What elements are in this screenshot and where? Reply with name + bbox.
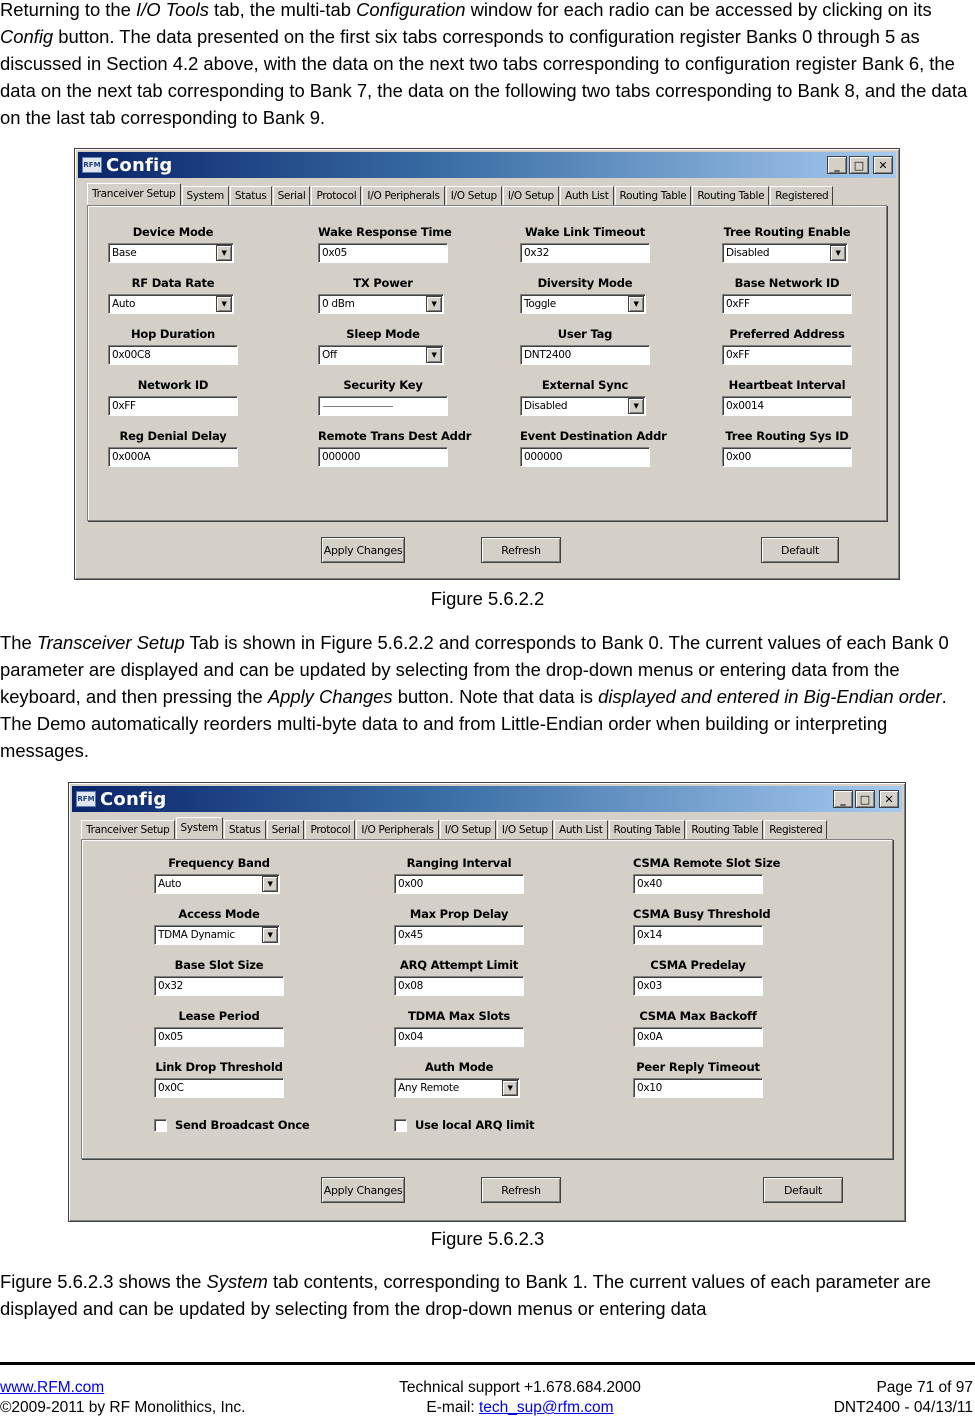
dropdown-select[interactable] (722, 243, 848, 263)
field-label: Network ID (137, 378, 209, 392)
field-max-prop-delay (394, 907, 524, 945)
config-window-system (68, 782, 906, 1222)
middle-paragraph: The Transceiver Setup Tab is shown in Figure 5.6.2.2 and corresponds to Bank 0. The current values of each Bank 0 parameter are displayed and can be updated by selecting from the drop-down menus or entering data from the keyboard, and then pressing the Apply Changes button. Note that data is displayed and entered in Big-Endian order. The Demo automatically reorders multi-byte data to and from Little-Endian order when building or interpreting messages. (0, 632, 949, 761)
field-value: DNT2400 (524, 349, 571, 361)
field-security-key (318, 378, 448, 416)
field-tree-routing-enable (722, 225, 852, 263)
checkbox-box[interactable] (154, 1119, 167, 1132)
chevron-down-icon[interactable]: ▼ (426, 347, 442, 363)
text-input[interactable] (633, 1078, 763, 1098)
text-input[interactable] (108, 447, 238, 467)
footer-right (834, 1378, 973, 1418)
field-value: 0x00 (398, 878, 424, 890)
app-icon: RFM (76, 791, 96, 807)
field-auth-mode (394, 1060, 524, 1098)
field-value: Auto (112, 298, 136, 310)
field-value: Disabled (524, 400, 568, 412)
field-arq-attempt-limit (394, 958, 524, 996)
field-tdma-max-slots (394, 1009, 524, 1047)
field-csma-remote-slot-size (633, 856, 781, 894)
doc-id: DNT2400 - 04/13/11 (833, 1399, 973, 1416)
field-hop-duration (108, 327, 238, 365)
tab-registered[interactable]: Registered (764, 820, 827, 839)
field-label: Hop Duration (130, 327, 216, 341)
text-input[interactable] (394, 925, 524, 945)
window-title: Config (106, 154, 173, 176)
field-wake-link-timeout (520, 225, 650, 263)
tab-strip (87, 183, 887, 205)
copyright: ©2009-2011 by RF Monolithics, Inc. (0, 1399, 246, 1416)
tab-panel (87, 205, 887, 521)
field-frequency-band (154, 856, 284, 894)
text-input[interactable] (318, 396, 448, 416)
field-label: CSMA Predelay (650, 958, 746, 972)
title-bar (78, 152, 896, 178)
text-input[interactable] (154, 1027, 284, 1047)
field-event-destination-addr (520, 429, 667, 467)
website-link[interactable]: www.RFM.com (0, 1379, 105, 1396)
default-button[interactable]: Default (763, 1177, 843, 1203)
field-value: 000000 (524, 451, 563, 463)
text-input[interactable] (154, 976, 284, 996)
apply-changes-button[interactable]: Apply Changes (321, 1177, 405, 1203)
field-label: Remote Trans Dest Addr (318, 429, 472, 443)
field-wake-response-time (318, 225, 452, 263)
field-value: 0x04 (398, 1031, 424, 1043)
text-input[interactable] (318, 243, 448, 263)
tab-registered[interactable]: Registered (770, 186, 833, 205)
tab-system[interactable]: System (176, 817, 223, 839)
text-input[interactable] (108, 396, 238, 416)
field-value: 0x000A (112, 451, 151, 463)
field-label: Access Mode (178, 907, 260, 921)
field-ranging-interval (394, 856, 524, 894)
field-value: 0x32 (524, 247, 550, 259)
intro-paragraph: Returning to the I/O Tools tab, the multi-tab Configuration window for each radio can be accessed by clicking on its Config button. The data presented on the first six tabs corresponds to configuration register Banks 0 through 5 as discussed in Section 4.2 above, with the data on the next two tabs corresponding to configuration register Bank 6, the data on the next tab corresponding to Bank 7, the data on the following two tabs corresponding to Bank 8, and the data on the last tab corresponding to Bank 9. (0, 0, 968, 128)
text-input[interactable] (633, 874, 763, 894)
field-label: Heartbeat Interval (728, 378, 846, 392)
field-tree-routing-sys-id (722, 429, 852, 467)
field-value: 0x00C8 (112, 349, 151, 361)
field-link-drop-threshold (154, 1060, 284, 1098)
field-network-id (108, 378, 238, 416)
figure-caption-1: Figure 5.6.2.2 (430, 588, 545, 609)
footer-left (0, 1378, 245, 1418)
text-input[interactable] (633, 1027, 763, 1047)
field-label: CSMA Max Backoff (639, 1009, 757, 1023)
field-label: Frequency Band (168, 856, 270, 870)
field-value: 0x0014 (726, 400, 764, 412)
checkbox-send-broadcast-once[interactable] (154, 1118, 310, 1132)
chevron-down-icon[interactable]: ▼ (830, 245, 846, 261)
field-remote-trans-dest-addr (318, 429, 472, 467)
tab-protocol[interactable]: Protocol (311, 186, 361, 205)
tab-serial[interactable]: Serial (273, 186, 311, 205)
dropdown-select[interactable] (520, 294, 646, 314)
field-label: Lease Period (178, 1009, 260, 1023)
chevron-down-icon[interactable]: ▼ (628, 398, 644, 414)
tab-i-o-peripherals[interactable]: I/O Peripherals (356, 820, 438, 839)
field-value: 0x0A (637, 1031, 663, 1043)
field-external-sync (520, 378, 650, 416)
field-value: 0 dBm (322, 298, 355, 310)
tab-status[interactable]: Status (224, 820, 266, 839)
field-heartbeat-interval (722, 378, 852, 416)
tab-routing-table[interactable]: Routing Table (686, 820, 763, 839)
field-label: Diversity Mode (537, 276, 633, 290)
chevron-down-icon[interactable]: ▼ (262, 876, 278, 892)
text-input[interactable] (722, 396, 852, 416)
field-base-slot-size (154, 958, 284, 996)
tab-status[interactable]: Status (230, 186, 272, 205)
field-label: Tree Routing Enable (723, 225, 851, 239)
field-value: Disabled (726, 247, 770, 259)
tab-i-o-setup[interactable]: I/O Setup (446, 186, 502, 205)
field-label: External Sync (541, 378, 629, 392)
checkbox-label: Use local ARQ limit (415, 1118, 535, 1132)
field-reg-denial-delay (108, 429, 238, 467)
title-bar (72, 786, 902, 812)
field-base-network-id (722, 276, 852, 314)
dropdown-select[interactable] (108, 243, 234, 263)
field-rf-data-rate (108, 276, 238, 314)
field-value: 000000 (322, 451, 361, 463)
field-value: Base (112, 247, 137, 259)
text-input[interactable] (318, 447, 448, 467)
field-value: 0x45 (398, 929, 424, 941)
refresh-button[interactable]: Refresh (481, 537, 561, 563)
chevron-down-icon[interactable]: ▼ (216, 296, 232, 312)
page-number: Page 71 of 97 (876, 1379, 973, 1396)
field-device-mode (108, 225, 238, 263)
field-access-mode (154, 907, 284, 945)
maximize-icon[interactable]: □ (855, 790, 875, 808)
field-label: TX Power (353, 276, 413, 290)
field-label: Reg Denial Delay (119, 429, 227, 443)
minimize-icon[interactable]: _ (827, 156, 847, 174)
tab-protocol[interactable]: Protocol (305, 820, 355, 839)
field-value: 0x03 (637, 980, 663, 992)
checkbox-label: Send Broadcast Once (175, 1118, 310, 1132)
field-label: Base Slot Size (174, 958, 264, 972)
tab-i-o-setup[interactable]: I/O Setup (503, 186, 559, 205)
dropdown-select[interactable] (318, 294, 444, 314)
text-input[interactable] (520, 447, 650, 467)
field-label: Event Destination Addr (520, 429, 667, 443)
field-value: 0xFF (112, 400, 136, 412)
field-label: Link Drop Threshold (155, 1060, 283, 1074)
field-label: Wake Response Time (318, 225, 452, 239)
field-value: 0x0C (158, 1082, 184, 1094)
field-label: TDMA Max Slots (407, 1009, 511, 1023)
field-label: Peer Reply Timeout (636, 1060, 760, 1074)
figure-caption-2: Figure 5.6.2.3 (430, 1228, 545, 1249)
tab-i-o-peripherals[interactable]: I/O Peripherals (362, 186, 444, 205)
text-input[interactable] (722, 294, 852, 314)
close-icon[interactable]: ✕ (879, 790, 899, 808)
window-title: Config (100, 788, 167, 810)
tab-i-o-setup[interactable]: I/O Setup (497, 820, 553, 839)
field-csma-max-backoff (633, 1009, 763, 1047)
field-value: Off (322, 349, 337, 361)
email-prefix: E-mail: (426, 1399, 479, 1416)
field-sleep-mode (318, 327, 448, 365)
field-label: CSMA Remote Slot Size (633, 856, 781, 870)
chevron-down-icon[interactable]: ▼ (426, 296, 442, 312)
tab-strip (81, 817, 893, 839)
text-input[interactable] (633, 976, 763, 996)
field-value: Toggle (524, 298, 556, 310)
dropdown-select[interactable] (394, 1078, 520, 1098)
field-csma-predelay (633, 958, 763, 996)
refresh-button[interactable]: Refresh (481, 1177, 561, 1203)
field-value: 0x14 (637, 929, 663, 941)
field-label: Auth Mode (424, 1060, 494, 1074)
field-value: 0x05 (322, 247, 348, 259)
tab-system[interactable]: System (182, 186, 229, 205)
field-label: CSMA Busy Threshold (633, 907, 771, 921)
field-preferred-address (722, 327, 852, 365)
support-phone: Technical support +1.678.684.2000 (399, 1379, 641, 1396)
text-input[interactable] (154, 1078, 284, 1098)
field-label: Max Prop Delay (409, 907, 509, 921)
field-label: Wake Link Timeout (524, 225, 646, 239)
close-icon[interactable]: ✕ (873, 156, 893, 174)
field-peer-reply-timeout (633, 1060, 763, 1098)
minimize-icon[interactable]: _ (833, 790, 853, 808)
field-value: 0x05 (158, 1031, 184, 1043)
field-label: RF Data Rate (131, 276, 215, 290)
tab-tranceiver-setup[interactable]: Tranceiver Setup (81, 820, 175, 839)
maximize-icon[interactable]: □ (849, 156, 869, 174)
dropdown-select[interactable] (108, 294, 234, 314)
field-label: Tree Routing Sys ID (725, 429, 849, 443)
field-label: Device Mode (132, 225, 214, 239)
footer-rule (0, 1362, 975, 1365)
text-input[interactable] (394, 976, 524, 996)
field-value: 0x00 (726, 451, 752, 463)
field-lease-period (154, 1009, 284, 1047)
field-csma-busy-threshold (633, 907, 771, 945)
dropdown-select[interactable] (154, 925, 280, 945)
config-window-transceiver (74, 148, 900, 580)
default-button[interactable]: Default (761, 537, 839, 563)
tab-panel (81, 839, 893, 1159)
tab-auth-list[interactable]: Auth List (554, 820, 608, 839)
text-input[interactable] (633, 925, 763, 945)
field-label: Base Network ID (734, 276, 840, 290)
field-label: Ranging Interval (406, 856, 512, 870)
text-input[interactable] (108, 345, 238, 365)
tab-routing-table[interactable]: Routing Table (609, 820, 686, 839)
app-icon: RFM (82, 157, 102, 173)
field-value: TDMA Dynamic (158, 929, 235, 941)
field-user-tag (520, 327, 650, 365)
field-value: 0xFF (726, 298, 750, 310)
field-value: 0x40 (637, 878, 663, 890)
chevron-down-icon[interactable]: ▼ (628, 296, 644, 312)
text-input[interactable] (394, 874, 524, 894)
email-link[interactable]: tech_sup@rfm.com (478, 1399, 614, 1416)
dropdown-select[interactable] (318, 345, 444, 365)
dropdown-select[interactable] (154, 874, 280, 894)
field-label: ARQ Attempt Limit (399, 958, 519, 972)
chevron-down-icon[interactable]: ▼ (502, 1080, 518, 1096)
tab-serial[interactable]: Serial (267, 820, 305, 839)
text-input[interactable] (722, 345, 852, 365)
field-value: 0x10 (637, 1082, 663, 1094)
footer-center (370, 1378, 670, 1418)
tab-tranceiver-setup[interactable]: Tranceiver Setup (87, 183, 181, 205)
checkbox-box[interactable] (394, 1119, 407, 1132)
tab-routing-table[interactable]: Routing Table (615, 186, 692, 205)
field-value: Auto (158, 878, 182, 890)
field-label: Sleep Mode (346, 327, 420, 341)
checkbox-use-local-arq-limit[interactable] (394, 1118, 534, 1132)
text-input[interactable] (520, 243, 650, 263)
field-value: 0xFF (726, 349, 750, 361)
text-input[interactable] (394, 1027, 524, 1047)
text-input[interactable] (520, 345, 650, 365)
tab-i-o-setup[interactable]: I/O Setup (440, 820, 496, 839)
field-label: Security Key (343, 378, 423, 392)
field-value: Any Remote (398, 1082, 459, 1094)
field-label: Preferred Address (729, 327, 845, 341)
field-tx-power (318, 276, 448, 314)
closing-paragraph: Figure 5.6.2.3 shows the System tab contents, corresponding to Bank 1. The current values of each parameter are displayed and can be updated by selecting from the drop-down menus or entering data (0, 1271, 931, 1319)
apply-changes-button[interactable]: Apply Changes (321, 537, 405, 563)
password-mask (323, 406, 393, 407)
dropdown-select[interactable] (520, 396, 646, 416)
chevron-down-icon[interactable]: ▼ (262, 927, 278, 943)
field-label: User Tag (557, 327, 613, 341)
field-value: 0x08 (398, 980, 424, 992)
tab-routing-table[interactable]: Routing Table (692, 186, 769, 205)
field-diversity-mode (520, 276, 650, 314)
text-input[interactable] (722, 447, 852, 467)
chevron-down-icon[interactable]: ▼ (216, 245, 232, 261)
tab-auth-list[interactable]: Auth List (560, 186, 614, 205)
field-value: 0x32 (158, 980, 184, 992)
